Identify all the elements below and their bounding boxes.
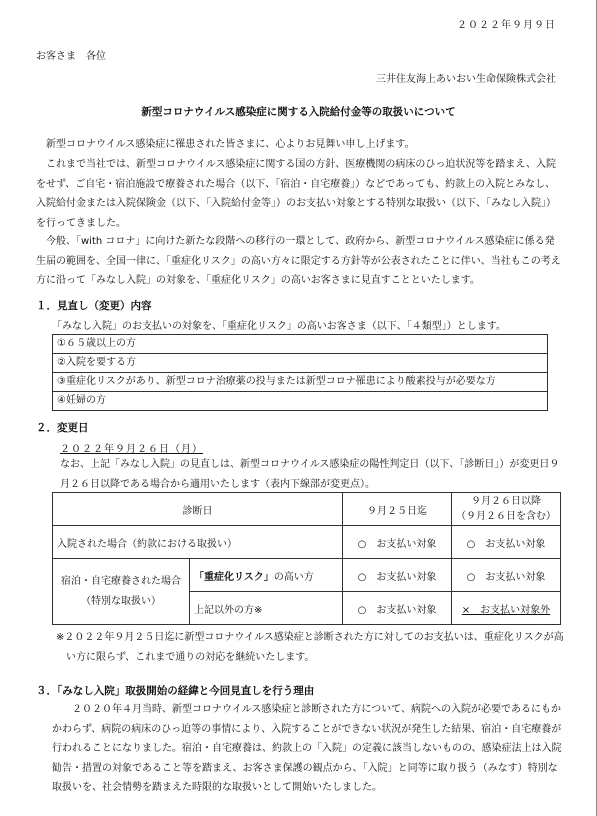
addressee: お客さま 各位	[36, 51, 106, 62]
intro-paragraph-3: 今般、「with コロナ」に向けた新たな段階への移行の一環として、政府から、新型コロナウイルス感染症に係る発生届の範囲を、全国一律に、「重症化リスク」の高い方々に限定する方針等が公表されたことに伴い、当社もこの考え方に沿って「みなし入院」の対象を、「重症化リスク」の高いお客さまに見直すことといたします。	[36, 236, 561, 286]
list-item: ④妊婦の方	[57, 395, 106, 406]
section-1-heading: １．見直し（変更）内容	[36, 300, 152, 312]
table-cell-changed: × お支払い対象外	[452, 592, 561, 625]
list-item: ③重症化リスクがあり、新型コロナ治療薬の投与または新型コロナ罹患により酸素投与が必要な方	[53, 373, 547, 392]
company-name: 三井住友海上あいおい生命保険株式会社	[376, 74, 556, 85]
list-item: ①６５歳以上の方	[53, 335, 547, 354]
section-2-text: なお、上記「みなし入院」の見直しは、新型コロナウイルス感染症の陽性判定日（以下、「診断日」）が変更日９月２６日以降である場合から適用いたします（表内下線部が変更点）。	[60, 459, 560, 490]
table-subrow-label-rest: の高い方	[273, 571, 314, 583]
change-date: ２０２２年９月２６日（月）	[60, 444, 203, 455]
table-header-after-line2: （９月２６日を含む）	[456, 511, 556, 522]
section-2-heading: ２．変更日	[36, 422, 89, 434]
list-item: ②入院を要する方	[53, 354, 547, 373]
table-row-label-line2: （特別な取扱い）	[81, 595, 161, 607]
section-3-text: ２０２０年４月当時、新型コロナウイルス感染症と診断された方について、病院への入院が必要であるにもかかわらず、病院の病床のひっ迫等の事情により、入院することができない状況が発生した結果、宿泊・自宅療養が行われることになりました。宿泊・自宅療養は、約款上の「入院」の定義に該当しないものの、感染症法上は入院勧告・措置の対象であること等を踏まえ、お客さま保護の観点から、「入院」と同等に取り扱う（みなす）特別な取扱いを、社会情勢を踏まえた時限的な取扱いとして開始いたしました。	[52, 704, 562, 793]
table-header-after	[452, 493, 561, 526]
section-3-heading: ３．「みなし入院」取扱開始の経緯と今回見直しを行う理由	[36, 685, 315, 697]
section-1-lead: 「みなし入院」のお支払いの対象を、「重症化リスク」の高いお客さま（以下、「４類型」）とします。	[52, 321, 506, 332]
intro-paragraph-2: これまで当社では、新型コロナウイルス感染症に関する国の方針、医療機関の病床のひっ迫状況等を踏まえ、入院をせず、ご自宅・宿泊施設で療養された場合（以下、「宿泊・自宅療養」）などであっても、約款上の入院とみなし、入院給付金または入院保険金（以下、「入院給付金等」）のお支払い対象とする特別な取扱い（以下、「みなし入院」）を行ってきました。	[36, 159, 556, 229]
table-row-label-line1: 宿泊・自宅療養された場合	[61, 575, 181, 587]
document-date: ２０２２年９月９日	[457, 20, 556, 31]
table-subrow-label-bold: 「重症化リスク」	[194, 571, 274, 583]
table-subrow-label: 上記以外の方※	[190, 592, 343, 625]
table-cell: ○ お支払い対象	[343, 526, 452, 559]
table-cell: ○ お支払い対象	[452, 526, 561, 559]
footnote: ※２０２２年９月２５日迄に新型コロナウイルス感染症と診断された方に対してのお支払いは、重症化リスクが高い方に限らず、これまで通りの対応を継続いたします。	[56, 632, 564, 663]
table-cell: ○ お支払い対象	[343, 592, 452, 625]
document-title: 新型コロナウイルス感染症に関する入院給付金等の取扱いについて	[141, 106, 456, 118]
table-cell: ○ お支払い対象	[343, 559, 452, 592]
criteria-list	[52, 334, 548, 411]
table-cell: ○ お支払い対象	[452, 559, 561, 592]
table-row-label: 入院された場合（約款における取扱い）	[53, 526, 343, 559]
payment-table	[52, 492, 561, 625]
table-header-diagnosis: 診断日	[53, 493, 343, 526]
table-header-before: ９月２５日迄	[343, 493, 452, 526]
intro-paragraph-1: 新型コロナウイルス感染症に罹患された皆さまに、心よりお見舞い申し上げます。	[46, 139, 415, 150]
table-header-after-line1: ９月２６日以降	[471, 496, 541, 507]
table-row-label	[53, 559, 190, 625]
table-subrow-label	[190, 559, 343, 592]
